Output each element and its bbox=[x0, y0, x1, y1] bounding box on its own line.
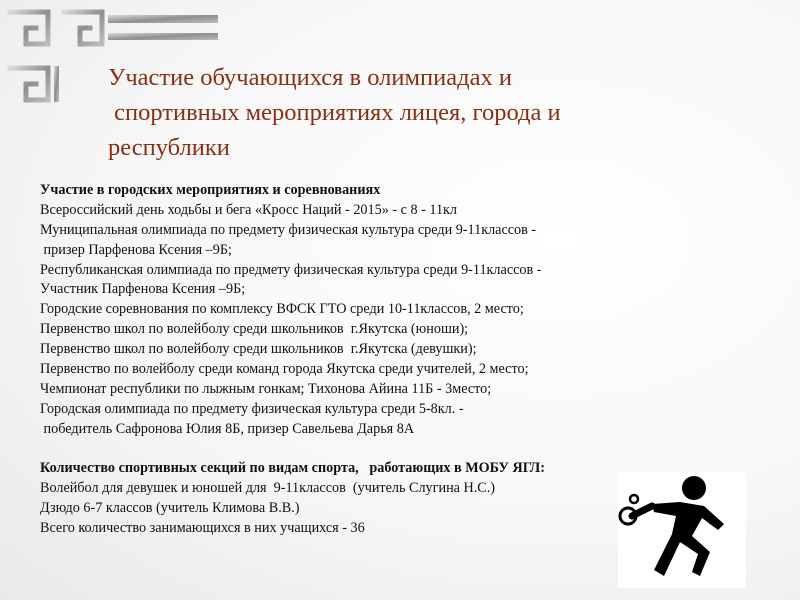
section-line: Дзюдо 6-7 классов (учитель Климова В.В.) bbox=[40, 500, 300, 517]
section-heading-sport-sections: Количество спортивных секций по видам спорта, работающих в МОБУ ЯГЛ: bbox=[40, 460, 545, 477]
title-line: республики bbox=[108, 134, 230, 161]
spacer bbox=[40, 440, 740, 460]
event-line: Первенство по волейболу среди команд города Якутска среди учителей, 2 место; bbox=[40, 361, 529, 378]
event-line: Городская олимпиада по предмету физическая культура среди 5-8кл. - bbox=[40, 400, 464, 417]
event-line: Чемпионат республики по лыжным гонкам; Тихонова Айина 11Б - 3место; bbox=[40, 380, 492, 397]
title-line: спортивных мероприятиях лицея, города и bbox=[108, 99, 561, 126]
event-line: Муниципальная олимпиада по предмету физическая культура среди 9-11классов - bbox=[40, 221, 537, 238]
title-line: Участие обучающихся в олимпиадах и bbox=[108, 64, 512, 91]
page-title bbox=[108, 60, 748, 165]
event-line: Республиканская олимпиада по предмету физическая культура среди 9-11классов - bbox=[40, 261, 542, 278]
event-line: призер Парфенова Ксения –9Б; bbox=[40, 241, 232, 258]
event-line: Первенство школ по волейболу среди школьников г.Якутска (юноши); bbox=[40, 321, 469, 338]
event-line: Всероссийский день ходьбы и бега «Кросс Наций - 2015» - с 8 - 11кл bbox=[40, 201, 458, 218]
section-line: Волейбол для девушек и юношей для 9-11классов (учитель Слугина Н.С.) bbox=[40, 480, 496, 497]
section-line: Всего количество занимающихся в них учащихся - 36 bbox=[40, 520, 365, 537]
event-line: Первенство школ по волейболу среди школьников г.Якутска (девушки); bbox=[40, 341, 477, 358]
event-line: Участник Парфенова Ксения –9Б; bbox=[40, 281, 246, 298]
event-line: победитель Сафронова Юлия 8Б, призер Савельева Дарья 8А bbox=[40, 420, 415, 437]
section-heading-city-events: Участие в городских мероприятиях и соревнованиях bbox=[40, 182, 381, 198]
tennis-player-pictogram-icon bbox=[618, 472, 746, 588]
event-line: Городские соревнования по комплексу ВФСК ГТО среди 10-11классов, 2 место; bbox=[40, 301, 524, 318]
